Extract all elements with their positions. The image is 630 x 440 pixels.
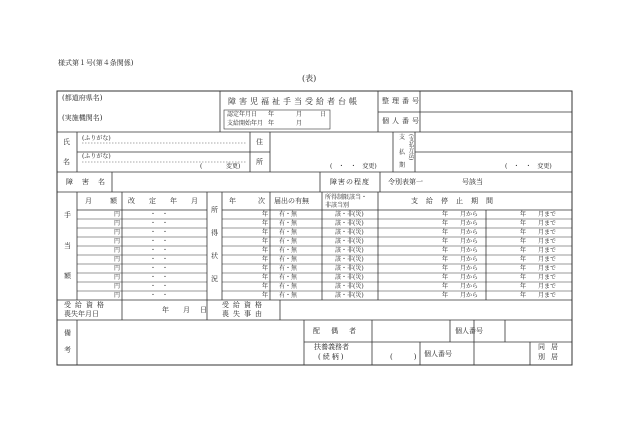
address-change: ( ・ ・ 変更) xyxy=(330,163,377,170)
agency-label: (実施機関名) xyxy=(62,114,103,122)
suspension-to-cell: 年 月まで xyxy=(520,210,557,218)
year-cell: 年 xyxy=(262,228,269,236)
allowance-vertical-2: 当 xyxy=(64,242,71,250)
col-year: 年 xyxy=(229,197,236,205)
amount-cell: 円 xyxy=(114,291,121,299)
table-label: 令別表第一 xyxy=(388,178,423,186)
revision-cell: ・ ・ xyxy=(150,210,169,218)
address-label-2: 所 xyxy=(256,158,263,166)
furigana-2: (ふりがな) xyxy=(82,153,111,160)
col-income-limit-2: 非該当別 xyxy=(325,202,350,209)
suspension-from-cell: 年 月から xyxy=(442,273,479,281)
col-next: 次 xyxy=(258,197,265,205)
suspension-to-cell: 年 月まで xyxy=(520,246,557,254)
loss-day: 日 xyxy=(200,306,207,314)
pay-label-2: 払 xyxy=(399,149,406,156)
filing-cell: 有・無 xyxy=(279,219,298,227)
separate-label: 別居 xyxy=(538,353,564,361)
suspension-from-cell: 年 月から xyxy=(442,210,479,218)
suspension-to-cell: 年 月まで xyxy=(520,264,557,272)
suspension-to-cell: 年 月まで xyxy=(520,255,557,263)
name-change-open: ( xyxy=(200,163,203,170)
spouse-personal-no-label: 個人番号 xyxy=(455,327,483,335)
pay-change: ( ・ ・ 変更) xyxy=(505,163,552,170)
year-cell: 年 xyxy=(262,264,269,272)
cert-date-label: 認定年月日 xyxy=(227,111,258,118)
name-change: 変更) xyxy=(226,163,241,170)
pay-start-label: 支給開始年月 xyxy=(227,120,264,127)
income-limit-cell: 該・非(災) xyxy=(335,273,364,281)
cert-year: 年 xyxy=(268,111,275,118)
amount-cell: 円 xyxy=(114,282,121,290)
filing-cell: 有・無 xyxy=(279,291,298,299)
income-limit-cell: 該・非(災) xyxy=(335,219,364,227)
cert-month: 月 xyxy=(296,111,303,118)
revision-cell: ・ ・ xyxy=(150,273,169,281)
spouse-label: 配偶者 xyxy=(313,327,367,335)
year-cell: 年 xyxy=(262,255,269,263)
loss-reason-2: 喪失事由 xyxy=(222,310,266,318)
col-income-limit-1: 所得制限該当・ xyxy=(325,194,368,201)
shi-label: 氏 xyxy=(63,138,70,146)
amount-cell: 円 xyxy=(114,237,121,245)
loss-label-2: 喪失年月日 xyxy=(64,310,99,318)
year-cell: 年 xyxy=(262,210,269,218)
filing-cell: 有・無 xyxy=(279,264,298,272)
suspension-from-cell: 年 月から xyxy=(442,255,479,263)
suspension-to-cell: 年 月まで xyxy=(520,273,557,281)
filing-cell: 有・無 xyxy=(279,273,298,281)
year-cell: 年 xyxy=(262,291,269,299)
pay-label-1: 支 xyxy=(399,134,406,141)
year-cell: 年 xyxy=(262,282,269,290)
col-month: 月 xyxy=(85,197,92,205)
revision-cell: ・ ・ xyxy=(150,246,169,254)
income-vertical-4: 況 xyxy=(211,275,218,283)
income-limit-cell: 該・非(災) xyxy=(335,246,364,254)
revision-cell: ・ ・ xyxy=(150,237,169,245)
mei-label: 名 xyxy=(63,158,70,166)
suspension-to-cell: 年 月まで xyxy=(520,228,557,236)
revision-cell: ・ ・ xyxy=(150,282,169,290)
suspension-from-cell: 年 月から xyxy=(442,246,479,254)
form-number: 様式第１号(第４条関係) xyxy=(58,59,134,67)
revision-cell: ・ ・ xyxy=(150,255,169,263)
filing-cell: 有・無 xyxy=(279,282,298,290)
suspension-to-cell: 年 月まで xyxy=(520,237,557,245)
amount-cell: 円 xyxy=(114,246,121,254)
suspension-to-cell: 年 月まで xyxy=(520,282,557,290)
col-amount: 額 xyxy=(110,197,117,205)
pay-method: (支払方法) xyxy=(407,134,414,161)
mgmt-no-label: 整理番号 xyxy=(382,97,422,105)
col-filing: 届出の有無 xyxy=(274,197,309,205)
revision-cell: ・ ・ xyxy=(150,219,169,227)
amount-cell: 円 xyxy=(114,273,121,281)
income-limit-cell: 該・非(災) xyxy=(335,210,364,218)
suspension-from-cell: 年 月から xyxy=(442,291,479,299)
filing-cell: 有・無 xyxy=(279,210,298,218)
loss-month: 月 xyxy=(183,306,190,314)
supporter-label: 扶養義務者 xyxy=(314,343,349,351)
supporter-personal-no-label: 個人番号 xyxy=(424,350,452,358)
suspension-from-cell: 年 月から xyxy=(442,282,479,290)
col-revision: 改定年月 xyxy=(128,197,212,205)
pay-month: 月 xyxy=(296,120,303,127)
allowance-vertical-1: 手 xyxy=(64,211,71,219)
year-cell: 年 xyxy=(262,273,269,281)
supporter-relation: (続柄) xyxy=(318,353,346,361)
cert-day: 日 xyxy=(320,111,327,118)
income-limit-cell: 該・非(災) xyxy=(335,228,364,236)
amount-cell: 円 xyxy=(114,219,121,227)
income-limit-cell: 該・非(災) xyxy=(335,264,364,272)
disability-degree-label: 障害の程度 xyxy=(330,178,370,186)
col-suspension: 支給停止期間 xyxy=(411,197,501,205)
supporter-paren: ( ) xyxy=(390,353,417,361)
income-limit-cell: 該・非(災) xyxy=(335,255,364,263)
income-vertical-1: 所 xyxy=(211,206,218,214)
furigana-1: (ふりがな) xyxy=(82,135,111,142)
revision-cell: ・ ・ xyxy=(150,228,169,236)
suspension-to-cell: 年 月まで xyxy=(520,219,557,227)
side-label: (表) xyxy=(302,74,317,83)
year-cell: 年 xyxy=(262,237,269,245)
prefecture-label: (都道府県名) xyxy=(62,94,103,102)
allowance-vertical-3: 額 xyxy=(64,272,71,280)
filing-cell: 有・無 xyxy=(279,246,298,254)
revision-cell: ・ ・ xyxy=(150,291,169,299)
pay-label-3: 期 xyxy=(399,162,406,169)
suspension-from-cell: 年 月から xyxy=(442,264,479,272)
filing-cell: 有・無 xyxy=(279,237,298,245)
loss-reason-1: 受給資格 xyxy=(222,301,266,309)
cohabit-label: 同居 xyxy=(538,343,564,351)
suspension-from-cell: 年 月から xyxy=(442,228,479,236)
revision-cell: ・ ・ xyxy=(150,264,169,272)
income-vertical-3: 状 xyxy=(211,252,218,260)
year-cell: 年 xyxy=(262,219,269,227)
year-cell: 年 xyxy=(262,246,269,254)
pay-year: 年 xyxy=(268,120,275,127)
header-personal-no-label: 個人番号 xyxy=(382,117,422,125)
amount-cell: 円 xyxy=(114,228,121,236)
address-label-1: 住 xyxy=(256,138,263,146)
suspension-from-cell: 年 月から xyxy=(442,237,479,245)
filing-cell: 有・無 xyxy=(279,255,298,263)
remarks-bi: 備 xyxy=(64,329,71,337)
loss-year: 年 xyxy=(162,306,169,314)
remarks-kou: 考 xyxy=(64,346,71,354)
income-limit-cell: 該・非(災) xyxy=(335,282,364,290)
item-label: 号該当 xyxy=(462,178,483,186)
register-title: 障害児福祉手当受給者台帳 xyxy=(228,97,360,106)
filing-cell: 有・無 xyxy=(279,228,298,236)
income-limit-cell: 該・非(災) xyxy=(335,237,364,245)
income-limit-cell: 該・非(災) xyxy=(335,291,364,299)
suspension-to-cell: 年 月まで xyxy=(520,291,557,299)
amount-cell: 円 xyxy=(114,255,121,263)
loss-label-1: 受給資格 xyxy=(64,301,108,309)
amount-cell: 円 xyxy=(114,264,121,272)
amount-cell: 円 xyxy=(114,210,121,218)
suspension-from-cell: 年 月から xyxy=(442,219,479,227)
disability-label: 障害名 xyxy=(66,178,114,186)
income-vertical-2: 得 xyxy=(211,229,218,237)
